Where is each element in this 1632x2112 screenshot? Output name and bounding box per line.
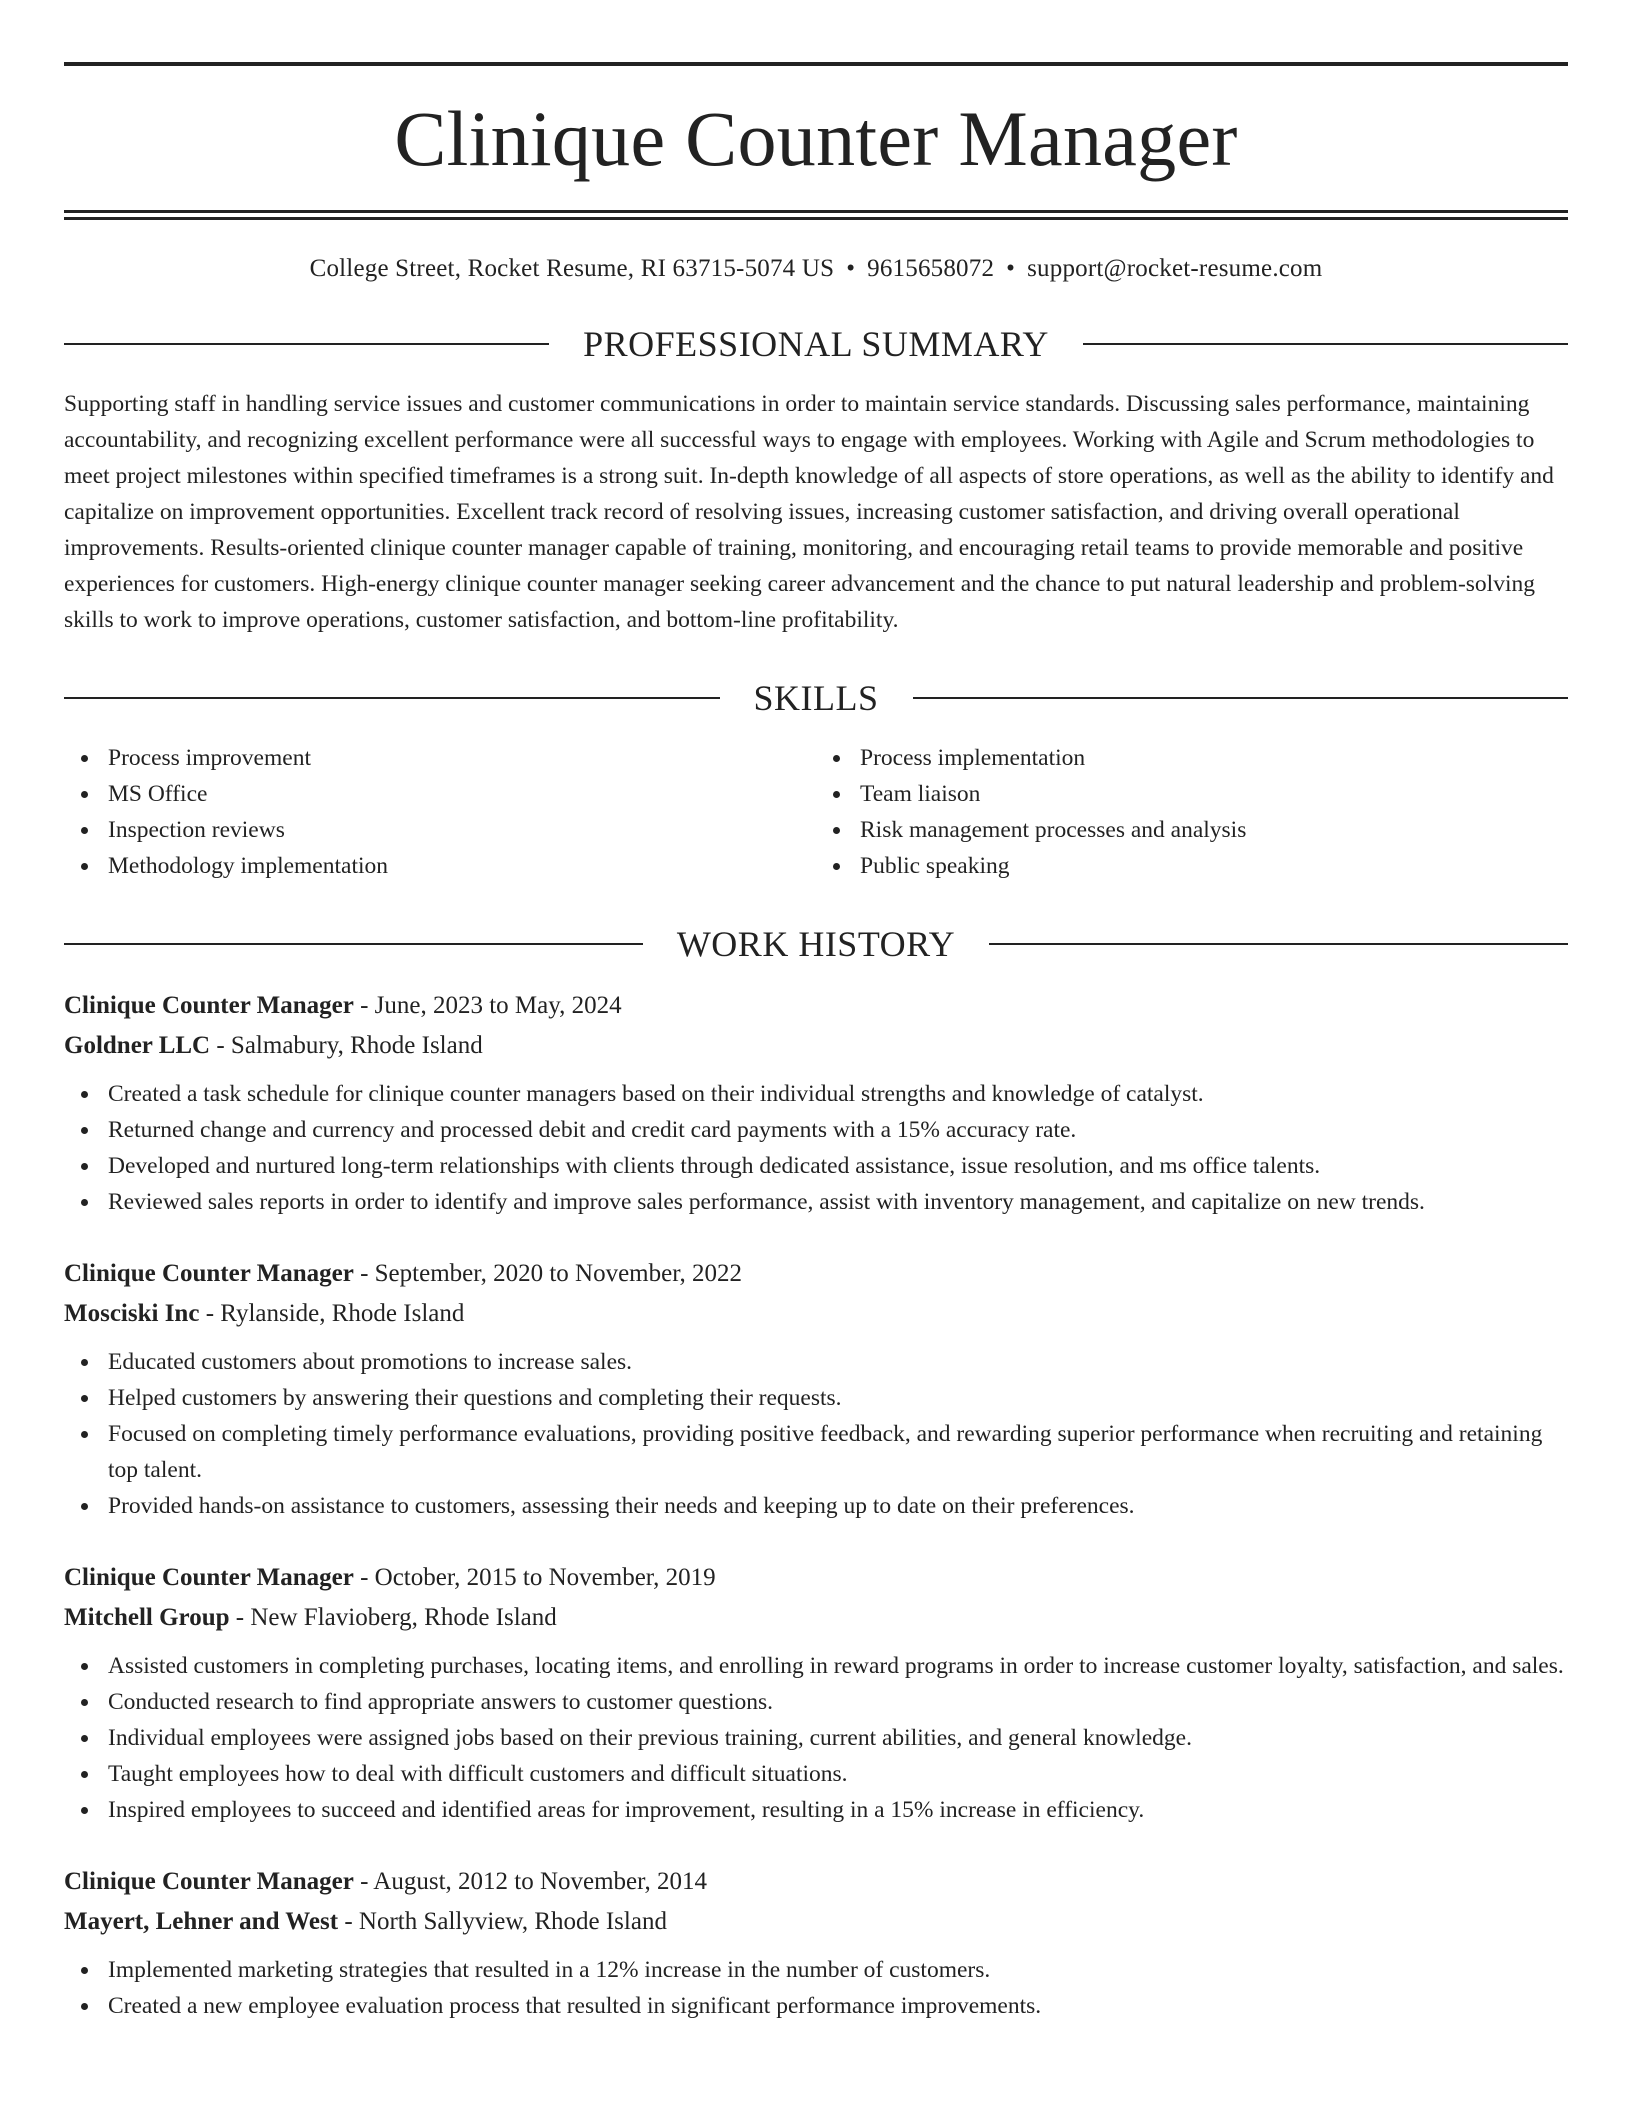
job-bullet: Focused on completing timely performance evaluations, providing positive feedback, and rewarding superior performance when recruiting and retaining top talent. [108,1416,1568,1488]
job-bullet: Conducted research to find appropriate answers to customer questions. [108,1684,1568,1720]
job-bullet: Inspired employees to succeed and identified areas for improvement, resulting in a 15% increase in efficiency. [108,1792,1568,1828]
heading-rule-right [913,697,1569,699]
job-company-line: Mayert, Lehner and West - North Sallyview, Rhode Island [64,1908,667,1935]
job-role-line: Clinique Counter Manager - September, 2020 to November, 2022 [64,1260,743,1287]
job-bullet: Educated customers about promotions to increase sales. [108,1344,1568,1380]
job-company: Mosciski Inc [64,1300,200,1327]
candidate-name: Clinique Counter Manager [394,95,1238,182]
summary-text: Supporting staff in handling service issues and customer communications in order to maintain service standards. Discussing sales performance, maintaining accountability, and recognizing excellent performance were all successful ways to engage with employees. Working with Agile and Scrum methodologies to meet project milestones within specified timeframes is a strong suit. In-depth knowledge of all aspects of store operations, as well as the ability to identify and capitalize on improvement opportunities. Excellent track record of resolving issues, increasing customer satisfaction, and driving overall operational improvements. Results-oriented clinique counter manager capable of training, monitoring, and encouraging retail teams to provide memorable and positive experiences for customers. High-energy clinique counter manager seeking career advancement and the chance to put natural leadership and problem-solving skills to work to improve operations, customer satisfaction, and bottom-line profitability. [64,391,1554,633]
job-role: Clinique Counter Manager [64,1868,354,1895]
skills-heading [64,678,1568,718]
job-bullet: Provided hands-on assistance to customers, assessing their needs and keeping up to date on their preferences. [108,1488,1568,1524]
job-company-line: Mitchell Group - New Flavioberg, Rhode Island [64,1604,557,1631]
job-bullets [64,1344,1568,1524]
job-dates: August, 2012 to November, 2014 [373,1868,707,1895]
job-bullets [64,1076,1568,1220]
contact-line [64,254,1568,284]
job-role-line: Clinique Counter Manager - October, 2015 to November, 2019 [64,1564,716,1591]
job-company-line: Goldner LLC - Salmabury, Rhode Island [64,1032,483,1059]
job-bullet: Returned change and currency and processed debit and credit card payments with a 15% accuracy rate. [108,1112,1568,1148]
skill-item: Process implementation [860,740,1568,776]
summary-heading [64,324,1568,364]
work-title: WORK HISTORY [676,924,956,964]
work-heading [64,924,1568,964]
job-bullet: Created a task schedule for clinique counter managers based on their individual strengths and knowledge of catalyst. [108,1076,1568,1112]
job-company: Mayert, Lehner and West [64,1908,339,1935]
skill-item: MS Office [108,776,816,812]
job-location: North Sallyview, Rhode Island [358,1908,667,1935]
job-entry [64,1558,1568,1828]
job-bullets [64,1648,1568,1828]
job-company: Goldner LLC [64,1032,211,1059]
skills-column-right [816,740,1568,884]
job-entry [64,1254,1568,1524]
job-role: Clinique Counter Manager [64,1260,354,1287]
job-bullet: Taught employees how to deal with difficult customers and difficult situations. [108,1756,1568,1792]
job-role-line: Clinique Counter Manager - June, 2023 to May, 2024 [64,992,622,1019]
job-bullet: Helped customers by answering their questions and completing their requests. [108,1380,1568,1416]
job-bullets [64,1952,1568,2024]
double-rule [64,210,1568,220]
skill-item: Team liaison [860,776,1568,812]
job-bullet: Assisted customers in completing purchases, locating items, and enrolling in reward programs in order to increase customer loyalty, satisfaction, and sales. [108,1648,1568,1684]
job-dates: June, 2023 to May, 2024 [374,992,622,1019]
job-role-line: Clinique Counter Manager - August, 2012 to November, 2014 [64,1868,707,1895]
contact-separator: • [846,255,856,282]
skill-item: Inspection reviews [108,812,816,848]
heading-rule-right [1083,343,1568,345]
top-rule [64,62,1568,66]
job-dates: September, 2020 to November, 2022 [374,1260,743,1287]
heading-rule-right [989,943,1568,945]
heading-rule-left [64,343,549,345]
job-company: Mitchell Group [64,1604,230,1631]
job-dates: October, 2015 to November, 2019 [374,1564,716,1591]
skills-column-left [64,740,816,884]
resume-page [64,62,1568,2024]
job-entry [64,986,1568,1220]
job-location: Salmabury, Rhode Island [230,1032,483,1059]
contact-phone: 9615658072 [867,255,995,282]
skill-item: Risk management processes and analysis [860,812,1568,848]
skill-item: Process improvement [108,740,816,776]
heading-rule-left [64,697,720,699]
job-bullet: Developed and nurtured long-term relationships with clients through dedicated assistance, issue resolution, and ms office talents. [108,1148,1568,1184]
contact-address: College Street, Rocket Resume, RI 63715-5074 US [309,255,835,282]
job-location: New Flavioberg, Rhode Island [250,1604,557,1631]
job-entry [64,1862,1568,2024]
skills-list [64,740,1568,884]
contact-separator: • [1006,255,1016,282]
skills-title: SKILLS [753,678,879,718]
contact-email: support@rocket-resume.com [1027,255,1323,282]
job-bullet: Created a new employee evaluation process that resulted in significant performance improvements. [108,1988,1568,2024]
job-location: Rylanside, Rhode Island [220,1300,465,1327]
skill-item: Methodology implementation [108,848,816,884]
job-role: Clinique Counter Manager [64,1564,354,1591]
job-role: Clinique Counter Manager [64,992,354,1019]
job-bullet: Implemented marketing strategies that resulted in a 12% increase in the number of customers. [108,1952,1568,1988]
job-bullet: Reviewed sales reports in order to identify and improve sales performance, assist with inventory management, and capitalize on new trends. [108,1184,1568,1220]
job-company-line: Mosciski Inc - Rylanside, Rhode Island [64,1300,465,1327]
heading-rule-left [64,943,643,945]
skill-item: Public speaking [860,848,1568,884]
summary-title: PROFESSIONAL SUMMARY [583,324,1049,364]
job-bullet: Individual employees were assigned jobs based on their previous training, current abilities, and general knowledge. [108,1720,1568,1756]
